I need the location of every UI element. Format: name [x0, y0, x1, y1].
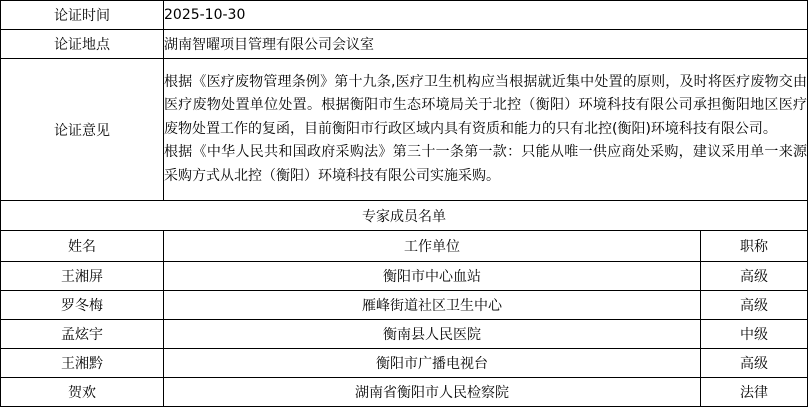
- header-title: 职称: [701, 231, 808, 262]
- experts-header-row: [1, 231, 808, 262]
- expert-unit: 雁峰街道社区卫生中心: [164, 291, 701, 320]
- opinion-content: [164, 59, 808, 201]
- opinion-label: 论证意见: [1, 59, 164, 201]
- expert-name: 罗冬梅: [1, 291, 164, 320]
- expert-unit: 衡阳市中心血站: [164, 262, 701, 291]
- info-row-time: [1, 1, 808, 30]
- expert-row: [1, 378, 808, 407]
- expert-row: [1, 320, 808, 349]
- expert-title: 高级: [701, 262, 808, 291]
- expert-title: 高级: [701, 291, 808, 320]
- time-value: 2025-10-30: [164, 1, 808, 30]
- expert-title: 高级: [701, 349, 808, 378]
- expert-row: [1, 262, 808, 291]
- expert-name: 孟炫宇: [1, 320, 164, 349]
- expert-name: 贺欢: [1, 378, 164, 407]
- header-unit: 工作单位: [164, 231, 701, 262]
- expert-title: 中级: [701, 320, 808, 349]
- expert-name: 王湘黔: [1, 349, 164, 378]
- header-name: 姓名: [1, 231, 164, 262]
- opinion-paragraph-2: 根据《中华人民共和国政府采购法》第三十一条第一款：只能从唯一供应商处采购，建议采用单一来源采购方式从北控（衡阳）环境科技有限公司实施采购。: [164, 144, 807, 184]
- info-row-location: [1, 30, 808, 59]
- expert-unit: 衡南县人民医院: [164, 320, 701, 349]
- location-label: 论证地点: [1, 30, 164, 59]
- section-title: 专家成员名单: [1, 201, 808, 231]
- expert-title: 法律: [701, 378, 808, 407]
- opinion-paragraph-1: 根据《医疗废物管理条例》第十九条,医疗卫生机构应当根据就近集中处置的原则，及时将医疗废物交由医疗废物处置单位处置。根据衡阳市生态环境局关于北控（衡阳）环境科技有限公司承担衡阳地区医疗废物处置工作的复函，目前衡阳市行政区域内具有资质和能力的只有北控(衡阳)环境科技有限公司。: [164, 73, 807, 137]
- expert-row: [1, 349, 808, 378]
- expert-unit: 衡阳市广播电视台: [164, 349, 701, 378]
- location-value: 湖南智曜项目管理有限公司会议室: [164, 30, 808, 59]
- expert-name: 王湘屏: [1, 262, 164, 291]
- opinion-row: [1, 59, 808, 201]
- expert-unit: 湖南省衡阳市人民检察院: [164, 378, 701, 407]
- section-title-row: [1, 201, 808, 231]
- time-label: 论证时间: [1, 1, 164, 30]
- expert-row: [1, 291, 808, 320]
